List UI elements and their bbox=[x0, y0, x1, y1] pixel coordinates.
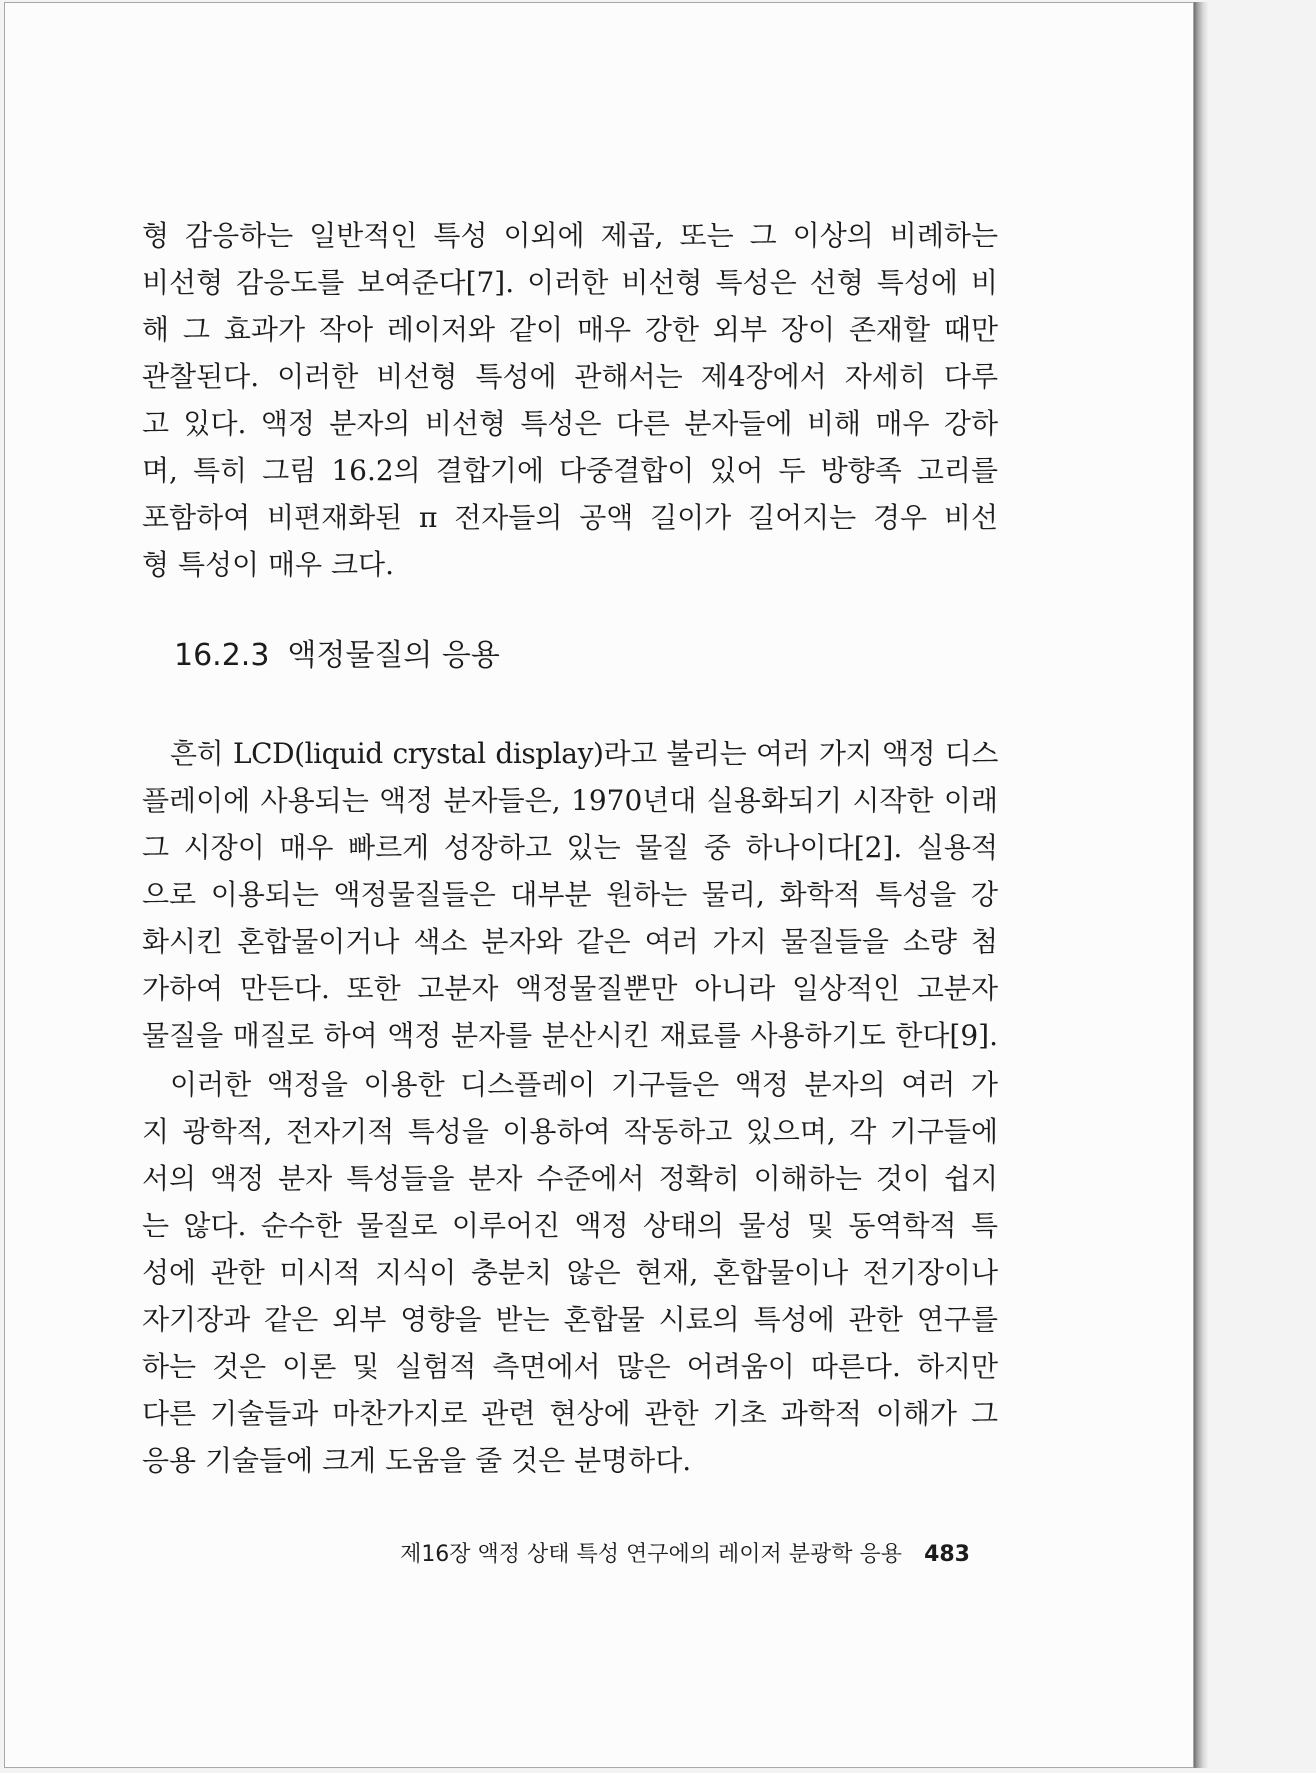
text-line: 으로 이용되는 액정물질들은 대부분 원하는 물리, 화학적 특성을 강 bbox=[142, 878, 998, 911]
section-number: 16.2.3 bbox=[174, 638, 270, 673]
text-line: 그 시장이 매우 빠르게 성장하고 있는 물질 중 하나이다[2]. 실용적 bbox=[142, 831, 998, 864]
text-line: 응용 기술들에 크게 도움을 줄 것은 분명하다. bbox=[142, 1444, 692, 1477]
text-line: 가하여 만든다. 또한 고분자 액정물질뿐만 아니라 일상적인 고분자 bbox=[142, 972, 998, 1005]
page-number: 483 bbox=[924, 1542, 970, 1567]
section-title: 액정물질의 응용 bbox=[287, 638, 500, 673]
text-line: 고 있다. 액정 분자의 비선형 특성은 다른 분자들에 비해 매우 강하 bbox=[142, 407, 998, 440]
text-line: 형 감응하는 일반적인 특성 이외에 제곱, 또는 그 이상의 비례하는 bbox=[142, 219, 998, 252]
text-line: 관찰된다. 이러한 비선형 특성에 관해서는 제4장에서 자세히 다루 bbox=[142, 360, 998, 393]
text-line: 물질을 매질로 하여 액정 분자를 분산시킨 재료를 사용하기도 한다[9]. bbox=[142, 1019, 998, 1052]
page-footer bbox=[380, 1538, 970, 1572]
text-line: 해 그 효과가 작아 레이저와 같이 매우 강한 외부 장이 존재할 때만 bbox=[142, 313, 998, 346]
page-edge-shadow bbox=[1194, 2, 1208, 1768]
paragraph-1 bbox=[142, 212, 998, 588]
text-line: 플레이에 사용되는 액정 분자들은, 1970년대 실용화되기 시작한 이래 bbox=[142, 784, 998, 817]
text-line: 다른 기술들과 마찬가지로 관련 현상에 관한 기초 과학적 이해가 그 bbox=[142, 1397, 998, 1430]
text-line: 화시킨 혼합물이거나 색소 분자와 같은 여러 가지 물질들을 소량 첨 bbox=[142, 925, 998, 958]
running-head: 제16장 액정 상태 특성 연구에의 레이저 분광학 응용 bbox=[400, 1542, 903, 1567]
text-line: 지 광학적, 전자기적 특성을 이용하여 작동하고 있으며, 각 기구들에 bbox=[142, 1115, 998, 1148]
text-line: 하는 것은 이론 및 실험적 측면에서 많은 어려움이 따른다. 하지만 bbox=[142, 1350, 998, 1383]
text-line: 이러한 액정을 이용한 디스플레이 기구들은 액정 분자의 여러 가 bbox=[170, 1068, 998, 1101]
paragraph-3 bbox=[142, 1061, 998, 1484]
text-line: 서의 액정 분자 특성들을 분자 수준에서 정확히 이해하는 것이 쉽지 bbox=[142, 1162, 998, 1195]
text-line: 흔히 LCD(liquid crystal display)라고 불리는 여러 가지 액정 디스 bbox=[170, 737, 998, 770]
section-heading bbox=[174, 634, 500, 678]
text-line: 며, 특히 그림 16.2의 결합기에 다중결합이 있어 두 방향족 고리를 bbox=[142, 454, 998, 487]
text-line: 성에 관한 미시적 지식이 충분치 않은 현재, 혼합물이나 전기장이나 bbox=[142, 1256, 998, 1289]
paragraph-2 bbox=[142, 730, 998, 1059]
text-line: 자기장과 같은 외부 영향을 받는 혼합물 시료의 특성에 관한 연구를 bbox=[142, 1303, 998, 1336]
text-line: 포함하여 비편재화된 π 전자들의 공액 길이가 길어지는 경우 비선 bbox=[142, 501, 998, 534]
text-line: 는 않다. 순수한 물질로 이루어진 액정 상태의 물성 및 동역학적 특 bbox=[142, 1209, 998, 1242]
text-line: 형 특성이 매우 크다. bbox=[142, 548, 394, 581]
text-line: 비선형 감응도를 보여준다[7]. 이러한 비선형 특성은 선형 특성에 비 bbox=[142, 266, 998, 299]
